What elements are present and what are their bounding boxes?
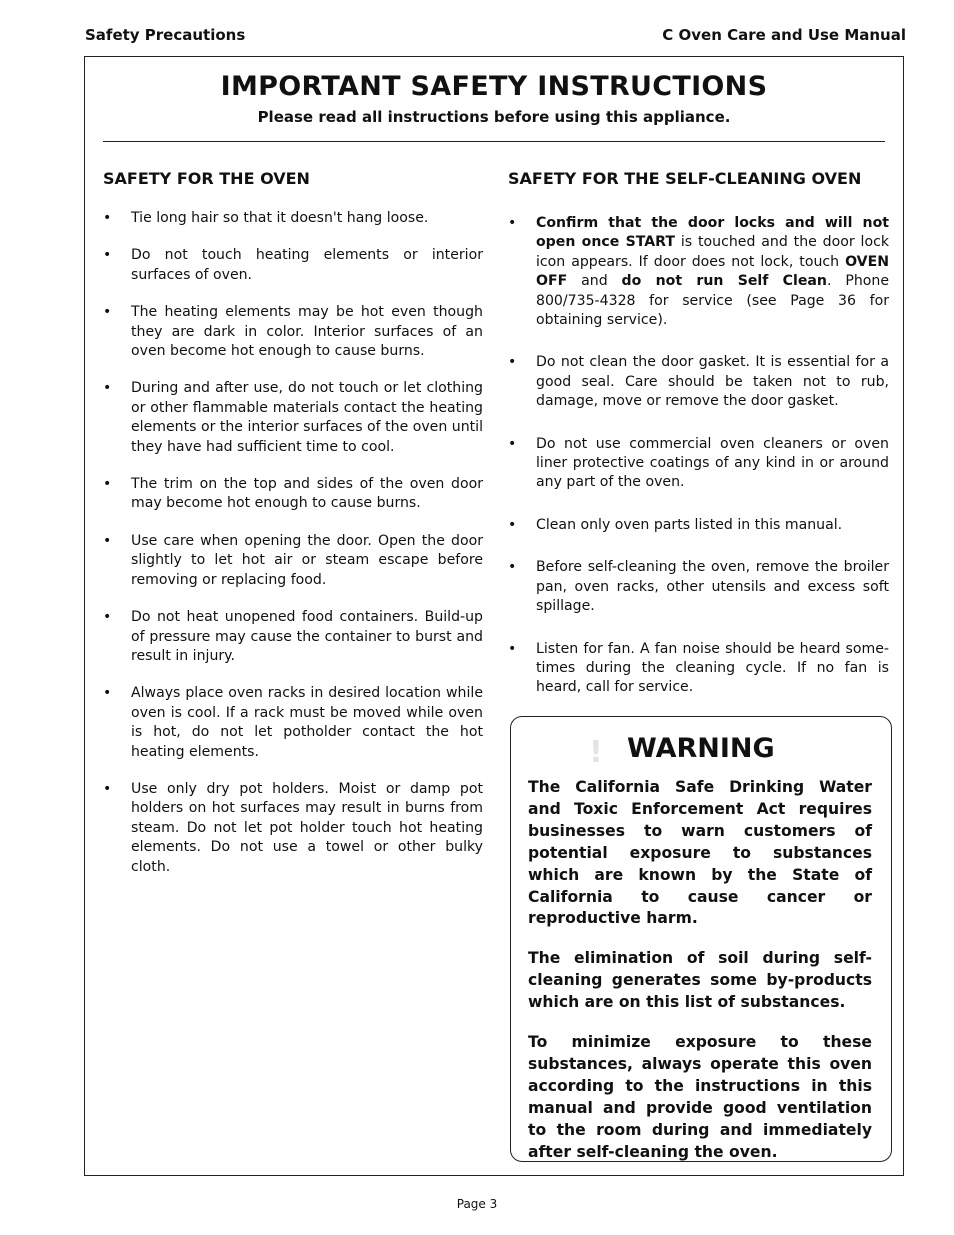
list-item: • Tie long hair so that it doesn't hang loose.: [103, 209, 483, 228]
warning-paragraph: To minimize exposure to these substances, always operate this oven according to the instructions in this manual and provide good ventilation to the room during and immediately after self-cleaning the oven.: [528, 1033, 872, 1161]
body-text: is touched and the door lock icon appears. If door does not lock, touch: [536, 234, 889, 270]
list-item: • Use only dry pot holders. Moist or damp pot holders on hot surfaces may result in burns from steam. Do not let pot holder touch hot heating elements. Do not use a towel or other bulky cloth.: [103, 780, 483, 877]
bold-text: do not run Self Clean: [621, 273, 827, 290]
body-text: . Phone 800/735-4328 for service (see Page 36 for obtaining service).: [536, 273, 889, 329]
list-item: • Clean only oven parts listed in this manual.: [508, 516, 889, 535]
page-header-manual-title: C Oven Care and Use Manual: [662, 26, 906, 44]
oven-safety-heading: SAFETY FOR THE OVEN: [103, 169, 310, 188]
body-text: and: [567, 273, 622, 290]
list-item: [508, 214, 889, 330]
list-item: • During and after use, do not touch or let clothing or other flammable materials contact the heating elements or the interior surfaces of the oven until they have had sufficient time to cool.: [103, 379, 483, 457]
warning-paragraph: The elimination of soil during self-cleaning generates some by-products which are on this list of substances.: [528, 949, 872, 1012]
list-item: • The trim on the top and sides of the oven door may become hot enough to cause burns.: [103, 475, 483, 514]
list-item: • Before self-cleaning the oven, remove the broiler pan, oven racks, other utensils and excess soft spillage.: [508, 558, 889, 616]
warning-body: [528, 777, 872, 1182]
warning-box: [510, 716, 892, 1162]
list-item: • Use care when opening the door. Open the door slightly to let hot air or steam escape before removing or replacing food.: [103, 532, 483, 590]
list-item: • Do not clean the door gasket. It is essential for a good seal. Care should be taken not to rub, damage, move or remove the door gasket.: [508, 353, 889, 411]
warning-icon: !: [589, 735, 603, 770]
self-clean-safety-list: [508, 214, 889, 721]
warning-title: WARNING: [627, 733, 775, 764]
list-item: • Do not heat unopened food containers. Build-up of pressure may cause the container to burst and result in injury.: [103, 608, 483, 666]
oven-safety-list: [103, 209, 483, 895]
content-frame: [84, 56, 904, 1176]
self-clean-safety-heading: SAFETY FOR THE SELF-CLEANING OVEN: [508, 169, 862, 188]
warning-paragraph: The California Safe Drinking Water and Toxic Enforcement Act requires businesses to warn customers of potential exposure to substances which are known by the State of California to cause cancer or reproductive harm.: [528, 778, 872, 928]
page-subtitle: Please read all instructions before using this appliance.: [257, 108, 731, 126]
list-item: • The heating elements may be hot even though they are dark in color. Interior surfaces of an oven become hot enough to cause burns.: [103, 303, 483, 361]
title-divider: [103, 141, 885, 142]
page-title: IMPORTANT SAFETY INSTRUCTIONS: [220, 71, 768, 102]
bold-text: Confirm that the door locks and will not open once START: [536, 215, 889, 251]
list-item: • Always place oven racks in desired location while oven is cool. If a rack must be moved while oven is hot, do not let potholder contact the hot heating elements.: [103, 684, 483, 762]
list-item: • Do not touch heating elements or interior surfaces of oven.: [103, 246, 483, 285]
page-header-section: Safety Precautions: [85, 26, 246, 44]
page-number: Page 3: [456, 1197, 498, 1211]
list-item: • Do not use commercial oven cleaners or oven liner protective coatings of any kind in or around any part of the oven.: [508, 435, 889, 493]
bold-text: OVEN OFF: [536, 253, 889, 290]
list-item: • Listen for fan. A fan noise should be heard some-times during the cleaning cycle. If no fan is heard, call for service.: [508, 640, 889, 698]
